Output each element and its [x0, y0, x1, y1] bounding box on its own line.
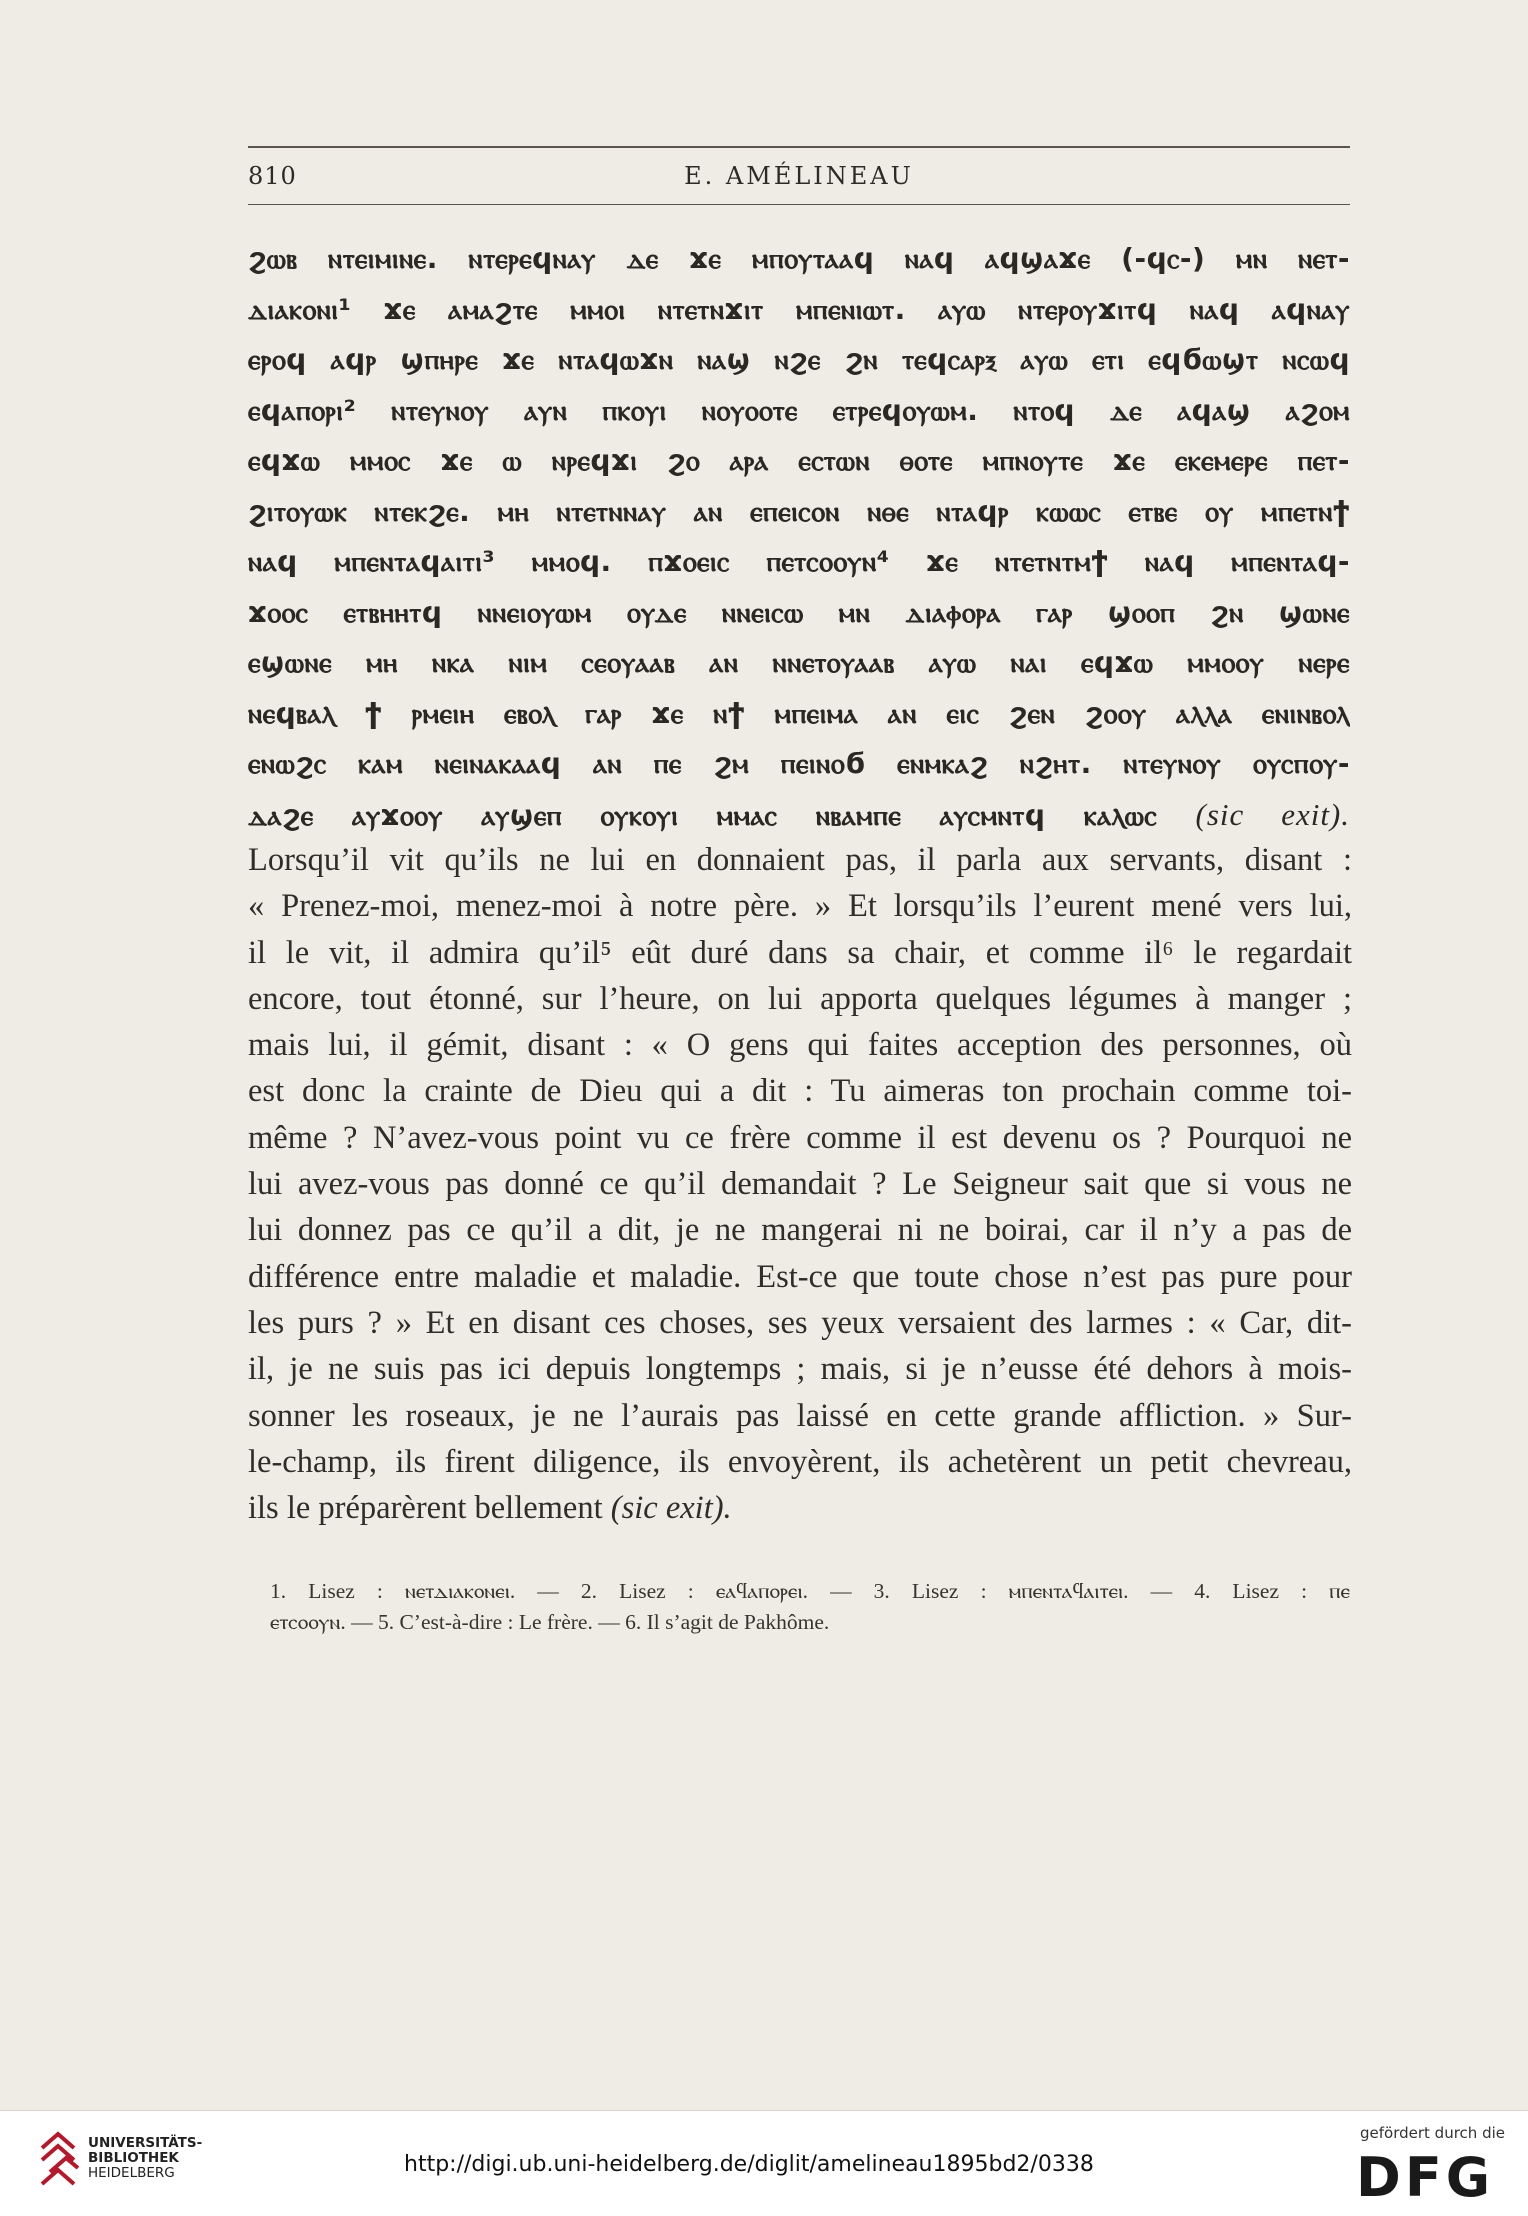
coptic-line: ⲛⲁϥ ⲙⲡⲉⲛⲧⲁϥⲁⲓⲧⲓ³ ⲙⲙⲟϥ. ⲡϫⲟⲉⲓⲥ ⲡⲉⲧⲥⲟⲟⲩⲛ⁴ ϫⲉ ⲛⲧⲉⲧⲛⲧⲙϯ ⲛⲁϥ ⲙⲡⲉⲛⲧⲁϥ-: [248, 545, 1350, 578]
dfg-logo-text: DFG: [1356, 2150, 1495, 2200]
translation-line: lui donnez pas ce qu’il a dit, je ne mangerai ni ne boirai, car il n’y a pas de: [248, 1212, 1352, 1249]
library-name-line: UNIVERSITÄTS-: [88, 2135, 203, 2151]
translation-line: les purs ? » Et en disant ces choses, ses yeux versaient des larmes : « Car, dit-: [248, 1304, 1352, 1341]
translation-line: le-champ, ils firent diligence, ils envoyèrent, ils achetèrent un petit chevreau,: [248, 1443, 1352, 1480]
coptic-line: ⲛⲉϥⲃⲁⲗ ϯ ⲣⲙⲉⲓⲏ ⲉⲃⲟⲗ ⲅⲁⲣ ϫⲉ ⲛϯ ⲙⲡⲉⲓⲙⲁ ⲁⲛ ⲉⲓⲥ ϩⲉⲛ ϩⲟⲟⲩ ⲁⲗⲗⲁ ⲉⲛⲓⲛⲃⲟⲗ: [248, 696, 1350, 730]
translation-line: il le vit, il admira qu’il⁵ eût duré dans sa chair, et comme il⁶ le regardait: [248, 934, 1352, 971]
permalink-url[interactable]: http://digi.ub.uni-heidelberg.de/diglit/amelineau1895bd2/0338: [404, 2152, 1094, 2177]
coptic-line: ⲉⲣⲟϥ ⲁϥⲣ ϣⲡⲏⲣⲉ ϫⲉ ⲛⲧⲁϥⲱϫⲛ ⲛⲁϣ ⲛϩⲉ ϩⲛ ⲧⲉϥⲥⲁⲣⲝ ⲁⲩⲱ ⲉⲧⲓ ⲉϥϭⲱϣⲧ ⲛⲥⲱϥ: [248, 343, 1350, 376]
dfg-logo-icon[interactable]: [1356, 2150, 1506, 2200]
translation-line: encore, tout étonné, sur l’heure, on lui apporta quelques légumes à manger ;: [248, 980, 1352, 1017]
coptic-line: ⲉⲛⲱϩⲥ ⲕⲁⲙ ⲛⲉⲓⲛⲁⲕⲁⲁϥ ⲁⲛ ⲡⲉ ϩⲙ ⲡⲉⲓⲛⲟϭ ⲉⲛⲙⲕⲁϩ ⲛϩⲏⲧ. ⲛⲧⲉⲩⲛⲟⲩ ⲟⲩⲥⲡⲟⲩ-: [248, 747, 1350, 780]
page-number: 810: [248, 162, 297, 190]
library-name-line: BIBLIOTHEK: [88, 2150, 179, 2166]
translation-line-text: ils le préparèrent bellement: [248, 1490, 603, 1527]
translation-line: est donc la crainte de Dieu qui a dit : Tu aimeras ton prochain comme toi-: [248, 1073, 1352, 1110]
coptic-line: ⲉϥϫⲱ ⲙⲙⲟⲥ ϫⲉ ⲱ ⲛⲣⲉϥϫⲓ ϩⲟ ⲁⲣⲁ ⲉⲥⲧⲱⲛ ⲑⲟⲧⲉ ⲙⲡⲛⲟⲩⲧⲉ ϫⲉ ⲉⲕⲉⲙⲉⲣⲉ ⲡⲉⲧ-: [248, 444, 1350, 477]
sponsor-caption: gefördert durch die: [1360, 2124, 1505, 2142]
translation-line: lui avez-vous pas donné ce qu’il demandait ? Le Seigneur sait que si vous ne: [248, 1166, 1352, 1203]
coptic-text-block: [248, 234, 1350, 840]
translation-line: différence entre maladie et maladie. Est-ce que toute chose n’est pas pure pour: [248, 1258, 1352, 1295]
coptic-line: ϩⲱⲃ ⲛⲧⲉⲓⲙⲓⲛⲉ. ⲛⲧⲉⲣⲉϥⲛⲁⲩ ⲇⲉ ϫⲉ ⲙⲡⲟⲩⲧⲁⲁϥ ⲛⲁϥ ⲁϥϣⲁϫⲉ (-ϥⲥ-) ⲙⲛ ⲛⲉⲧ-: [248, 242, 1350, 275]
coptic-line-text: ⲇⲁϩⲉ ⲁⲩϫⲟⲟⲩ ⲁⲩϣⲉⲡ ⲟⲩⲕⲟⲩⲓ ⲙⲙⲁⲥ ⲛⲃⲁⲙⲡⲉ ⲁⲩⲥⲙⲛⲧϥ ⲕⲁⲗⲱⲥ: [248, 798, 1158, 832]
translation-last-line: [248, 1485, 1352, 1531]
coptic-line: ⲉϣⲱⲛⲉ ⲙⲏ ⲛⲕⲁ ⲛⲓⲙ ⲥⲉⲟⲩⲁⲁⲃ ⲁⲛ ⲛⲛⲉⲧⲟⲩⲁⲁⲃ ⲁⲩⲱ ⲛⲁⲓ ⲉϥϫⲱ ⲙⲙⲟⲟⲩ ⲛⲉⲣⲉ: [248, 646, 1350, 679]
university-library-name[interactable]: [88, 2136, 202, 2181]
translation-line: Lorsqu’il vit qu’ils ne lui en donnaient pas, il parla aux servants, disant :: [248, 842, 1352, 878]
translation-line: même ? N’avez-vous point vu ce frère comme il est devenu os ? Pourquoi ne: [248, 1119, 1352, 1156]
footnotes: [270, 1576, 1350, 1638]
coptic-line: ⲇⲓⲁⲕⲟⲛⲓ¹ ϫⲉ ⲁⲙⲁϩⲧⲉ ⲙⲙⲟⲓ ⲛⲧⲉⲧⲛϫⲓⲧ ⲙⲡⲉⲛⲓⲱⲧ. ⲁⲩⲱ ⲛⲧⲉⲣⲟⲩϫⲓⲧϥ ⲛⲁϥ ⲁϥⲛⲁⲩ: [248, 292, 1350, 326]
coptic-line: ⲉϥⲁⲡⲟⲣⲓ² ⲛⲧⲉⲩⲛⲟⲩ ⲁⲩⲛ ⲡⲕⲟⲩⲓ ⲛⲟⲩⲟⲟⲧⲉ ⲉⲧⲣⲉϥⲟⲩⲱⲙ. ⲛⲧⲟϥ ⲇⲉ ⲁϥⲁϣ ⲁϩⲟⲙ: [248, 393, 1350, 427]
translation-line: mais lui, il gémit, disant : « O gens qui faites acception des personnes, où: [248, 1027, 1352, 1064]
running-head: [248, 162, 1350, 196]
library-name-line: HEIDELBERG: [88, 2165, 175, 2181]
coptic-line: ϩⲓⲧⲟⲩⲱⲕ ⲛⲧⲉⲕϩⲉ. ⲙⲏ ⲛⲧⲉⲧⲛⲛⲁⲩ ⲁⲛ ⲉⲡⲉⲓⲥⲟⲛ ⲛⲑⲉ ⲛⲧⲁϥⲣ ⲕⲱⲱⲥ ⲉⲧⲃⲉ ⲟⲩ ⲙⲡⲉⲧⲛϯ: [248, 494, 1350, 528]
header-rule: [248, 204, 1350, 205]
translation-line: « Prenez-moi, menez-moi à notre père. » Et lorsqu’ils l’eurent mené vers lui,: [248, 888, 1352, 925]
coptic-line: ϫⲟⲟⲥ ⲉⲧⲃⲏⲏⲧϥ ⲛⲛⲉⲓⲟⲩⲱⲙ ⲟⲩⲇⲉ ⲛⲛⲉⲓⲥⲱ ⲙⲛ ⲇⲓⲁⲫⲟⲣⲁ ⲅⲁⲣ ϣⲟⲟⲡ ϩⲛ ϣⲱⲛⲉ: [248, 595, 1350, 629]
sic-note: (sic exit).: [610, 1490, 732, 1527]
running-title: E. AMÉLINEAU: [684, 162, 914, 190]
coptic-last-line: [248, 790, 1350, 841]
translation-line: il, je ne suis pas ici depuis longtemps ; mais, si je n’eusse été dehors à mois-: [248, 1351, 1352, 1388]
footnote-line: ⲉⲧⲥⲟⲟⲩⲛ. — 5. C’est-à-dire : Le frère. — 6. Il s’agit de Pakhôme.: [270, 1610, 830, 1634]
university-library-logo-icon[interactable]: [38, 2128, 82, 2188]
translation-line: sonner les roseaux, je ne l’aurais pas laissé en cette grande affliction. » Sur-: [248, 1397, 1352, 1434]
sic-note: (sic exit).: [1195, 796, 1350, 832]
top-rule: [248, 146, 1350, 148]
french-translation: [248, 837, 1352, 1531]
footnote-line: 1. Lisez : ⲛⲉⲧⲇⲓⲁⲕⲟⲛⲉⲓ. — 2. Lisez : ⲉⲁϥⲁⲡⲟⲣⲉⲓ. — 3. Lisez : ⲙⲡⲉⲛⲧⲁϥⲁⲓⲧⲉⲓ. — 4. Lisez : ⲡⲉ: [270, 1579, 1350, 1603]
